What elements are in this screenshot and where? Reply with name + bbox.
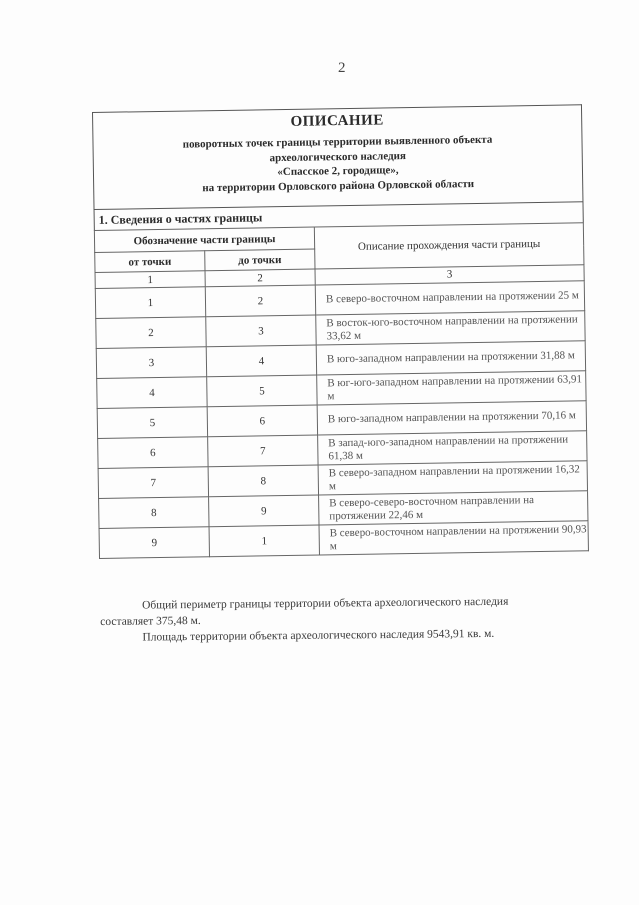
col-desc-header: Описание прохождения части границы	[314, 223, 584, 269]
to-point-cell: 2	[205, 285, 315, 317]
document-title: ОПИСАНИЕ	[290, 112, 384, 130]
to-point-cell: 3	[206, 315, 316, 347]
subtitle-line: на территории Орловского района Орловской области	[202, 177, 475, 194]
boundary-table	[94, 222, 589, 559]
from-point-cell: 7	[98, 467, 208, 499]
boundary-description-cell: В юго-западном направлении на протяжении 31,88 м	[316, 341, 585, 375]
to-point-cell: 5	[207, 375, 317, 407]
document-footer	[100, 593, 560, 646]
area-text: Площадь территории объекта археологического наследия 9543,91 кв. м.	[142, 627, 495, 644]
table-row	[99, 521, 588, 559]
to-point-cell: 8	[208, 465, 318, 497]
to-point-cell: 4	[206, 345, 316, 377]
boundary-description-cell: В запад-юго-западном направлении на протяжении 61,38 м	[318, 431, 587, 465]
boundary-description-cell: В юго-западном направлении на протяжении 70,16 м	[317, 401, 586, 435]
subtitle-line: «Спасское 2, городище»,	[277, 164, 399, 179]
document-header	[92, 104, 583, 209]
from-point-cell: 5	[97, 407, 207, 439]
from-point-cell: 4	[97, 377, 207, 409]
boundary-description-cell: В северо-восточном направлении на протяжении 90,93 м	[319, 521, 588, 555]
perimeter-text-cont: составляет 375,48 м.	[100, 614, 201, 628]
col-to-header: до точки	[205, 249, 315, 271]
boundary-description-cell: В северо-северо-восточном направлении на протяжении 22,46 м	[319, 491, 588, 525]
from-point-cell: 8	[99, 497, 209, 529]
to-point-cell: 1	[209, 525, 319, 557]
numbering-cell: 3	[315, 265, 584, 285]
boundary-description-cell: В восток-юго-восточном направлении на протяжении 33,62 м	[316, 311, 585, 345]
subtitle-line: археологического наследия	[269, 149, 406, 164]
col-from-header: от точки	[95, 251, 205, 273]
boundary-description-cell: В северо-восточном направлении на протяжении 25 м	[315, 281, 584, 315]
from-point-cell: 2	[96, 317, 206, 349]
from-point-cell: 9	[99, 527, 209, 559]
col-group-header: Обозначение части границы	[94, 227, 314, 252]
document-body	[92, 104, 589, 559]
numbering-cell: 2	[205, 269, 315, 287]
from-point-cell: 3	[96, 347, 206, 379]
numbering-cell: 1	[95, 271, 205, 289]
boundary-description-cell: В юг-юго-западном направлении на протяжении 63,91 м	[317, 371, 586, 405]
subtitle-line: поворотных точек границы территории выявленного объекта	[182, 133, 493, 151]
document-subtitle	[93, 131, 582, 197]
from-point-cell: 6	[98, 437, 208, 469]
page-number: 2	[338, 60, 346, 76]
to-point-cell: 7	[208, 435, 318, 467]
perimeter-text: Общий периметр границы территории объекта археологического наследия	[142, 595, 509, 612]
to-point-cell: 6	[207, 405, 317, 437]
from-point-cell: 1	[95, 287, 205, 319]
boundary-description-cell: В северо-западном направлении на протяжении 16,32 м	[318, 461, 587, 495]
to-point-cell: 9	[209, 495, 319, 527]
section-title: 1. Сведения о частях границы	[94, 201, 584, 230]
